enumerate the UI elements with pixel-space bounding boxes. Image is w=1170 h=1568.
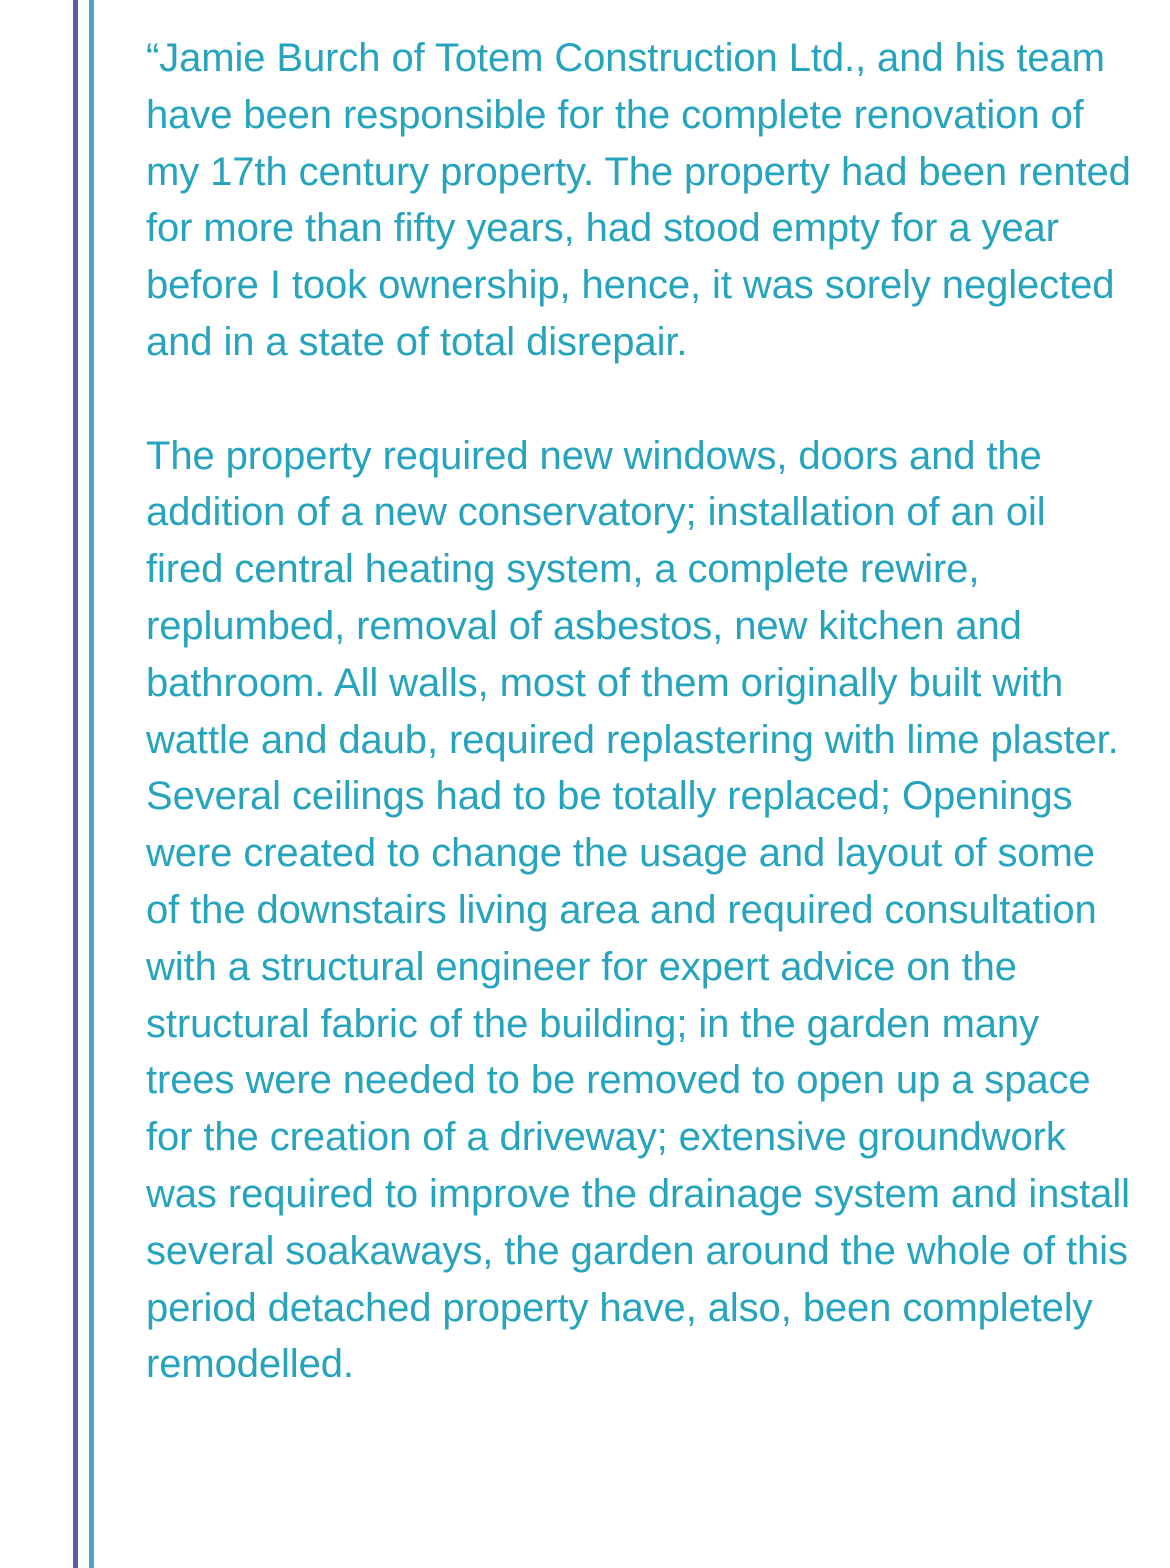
accent-rule-inner bbox=[89, 0, 94, 1568]
quote-paragraph-1: “Jamie Burch of Totem Construction Ltd., and his team have been responsible for the complete renovation of my 17th century property. The property had been rented for more than fifty years, had stood empty for a year before I took ownership, hence, it was sorely neglected and in a state of total disrepair. bbox=[146, 36, 1131, 364]
accent-rule-outer bbox=[73, 0, 78, 1568]
quote-paragraph-2: The property required new windows, doors and the addition of a new conservatory; installation of an oil fired central heating system, a complete rewire, replumbed, removal of asbestos, new kitchen and bathroom. All walls, most of them originally built with wattle and daub, required replastering with lime plaster. Several ceilings had to be totally replaced; Openings were created to change the usage and layout of some of the downstairs living area and required consultation with a structural engineer for expert advice on the structural fabric of the building; in the garden many trees were needed to be removed to open up a space for the creation of a driveway; extensive groundwork was required to improve the drainage system and install several soakaways, the garden around the whole of this period detached property have, also, been completely remodelled. bbox=[146, 433, 1130, 1387]
testimonial-blockquote bbox=[146, 16, 1131, 1393]
